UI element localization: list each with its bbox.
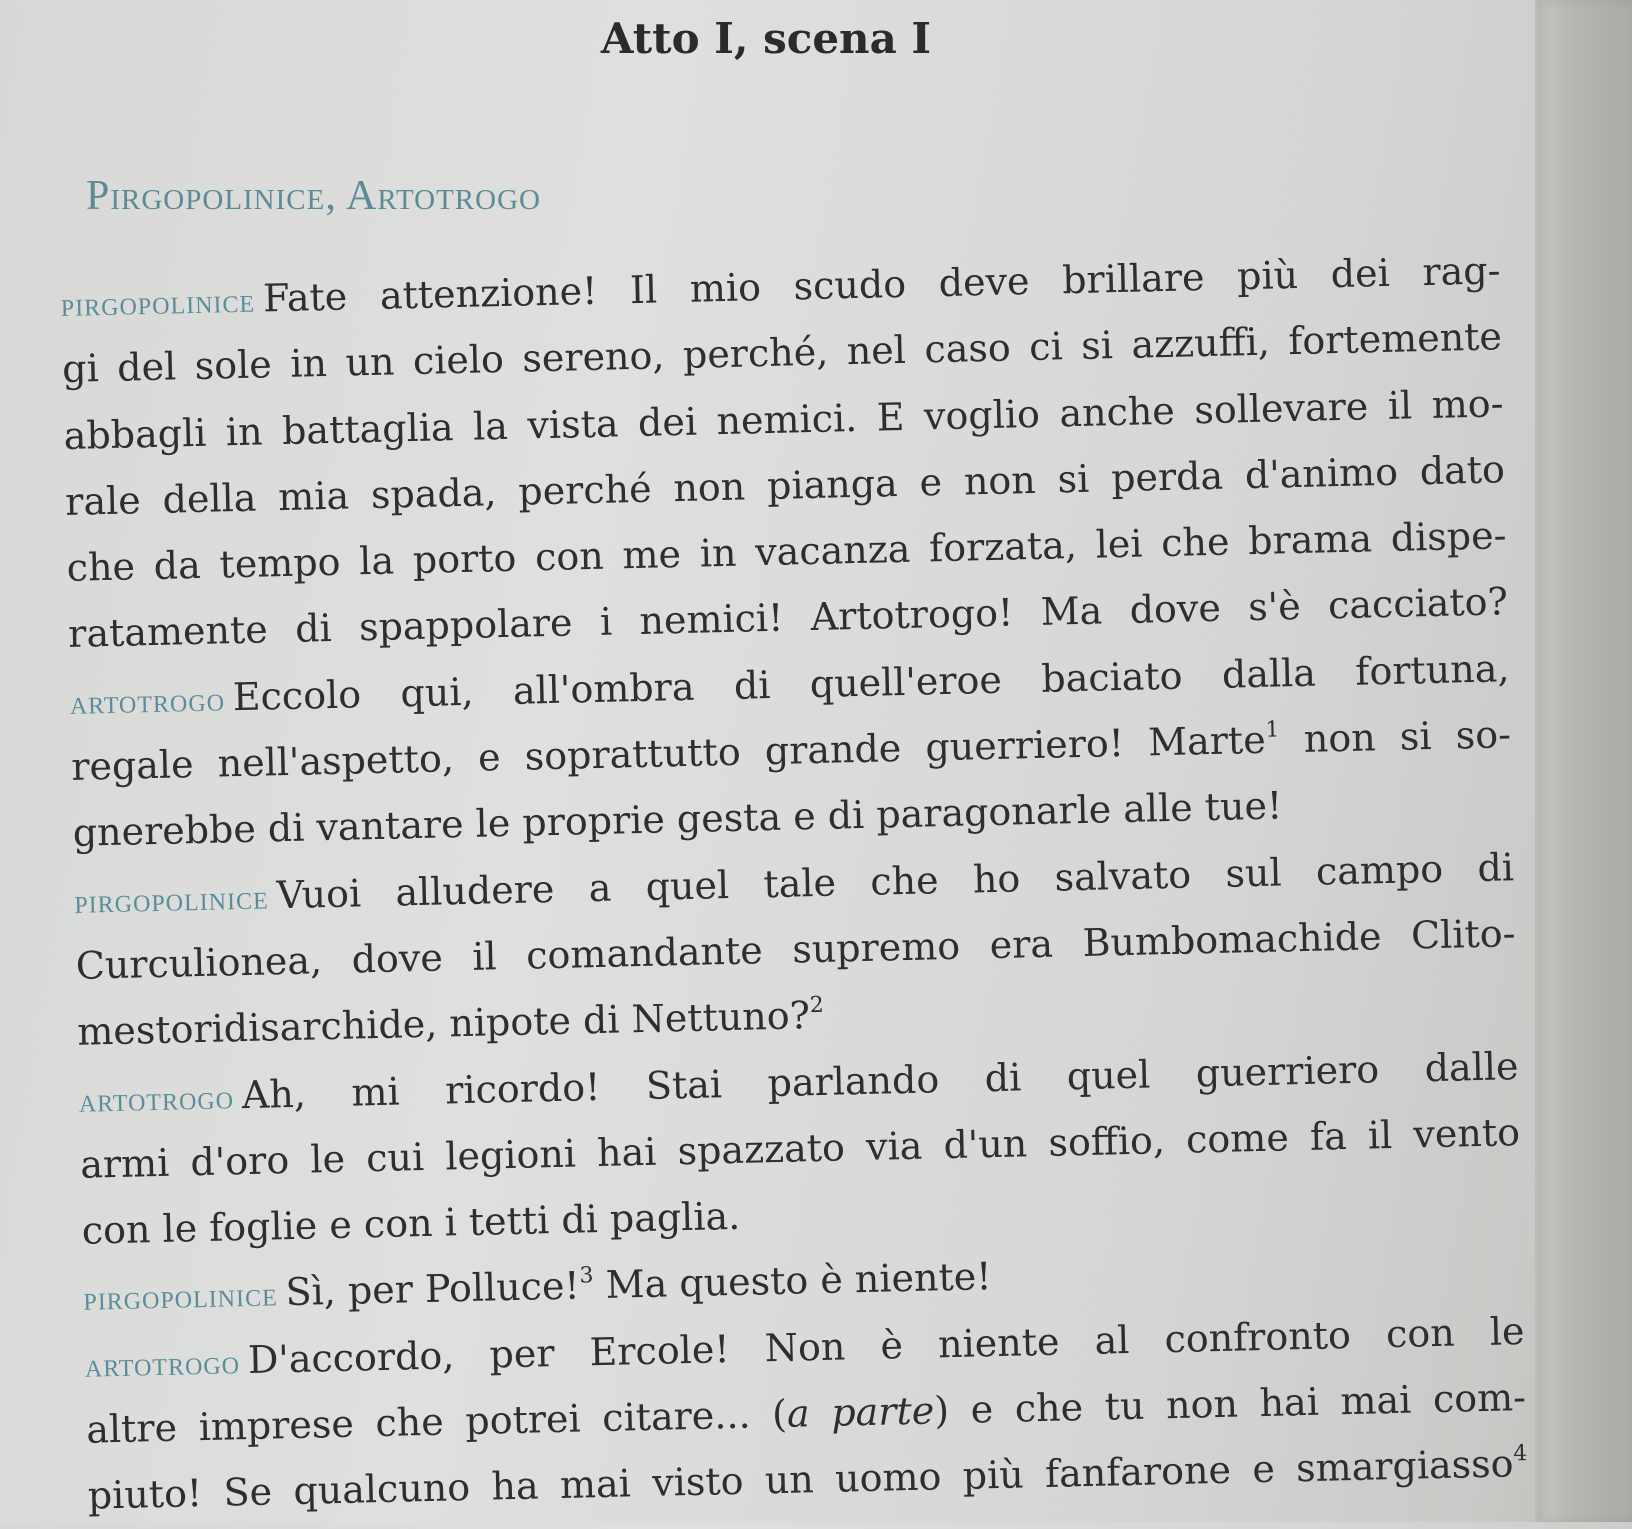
line-text: D'accordo, per Ercole! Non è niente al confronto con le — [247, 1308, 1525, 1382]
speaker-label: artotrogo — [69, 681, 226, 722]
speaker-label: pirgopolinice — [60, 282, 256, 324]
line-text: altre imprese che potrei citare... ( — [85, 1391, 788, 1452]
speaker-label: artotrogo — [84, 1343, 241, 1385]
speaker-label: artotrogo — [78, 1078, 235, 1120]
line-text: Vuoi alludere a quel tale che ho salvato sul campo di — [276, 844, 1515, 917]
speaker-label: pirgopolinice — [82, 1276, 279, 1319]
line-text: gnerebbe di vantare le proprie gesta e di paragonarle alle tue! — [72, 783, 1283, 856]
line-text: Fate attenzione! Il mio scudo deve brillare più dei rag- — [262, 248, 1501, 321]
footnote-marker: 2 — [809, 993, 825, 1019]
line-text: ) e che tu non hai mai com- — [933, 1375, 1527, 1433]
line-text: Ah, mi ricordo! Stai parlando di quel guerriero dalle — [241, 1043, 1519, 1117]
scene-title: Atto I, scena I — [600, 14, 932, 63]
stage-direction: a parte — [786, 1388, 935, 1436]
line-text: mestoridisarchide, nipote di Nettuno? — [76, 993, 811, 1055]
speaker-label: pirgopolinice — [73, 879, 270, 921]
line-text: armi d'oro le cui legioni hai spazzato via d'un soffio, come fa il vento — [79, 1109, 1521, 1187]
line-text: che da tempo la porto con me in vacanza forzata, lei che brama dispe- — [66, 513, 1507, 591]
line-text: regale nell'aspetto, e soprattutto grande guerriero! Marte — [70, 717, 1267, 789]
line-text: gi del sole in un cielo sereno, perché, nel caso ci si azzuffi, fortemente — [61, 314, 1503, 392]
line-text: Sì, per Polluce! — [285, 1263, 581, 1315]
footnote-marker: 4 — [1512, 1441, 1528, 1467]
line-text: piuto! Se qualcuno ha mai visto un uomo più fanfarone e smargiasso — [87, 1441, 1514, 1519]
footnote-marker: 3 — [579, 1263, 594, 1289]
footnote-marker: 1 — [1265, 717, 1280, 743]
line-text: con le foglie e con i tetti di paglia. — [81, 1193, 741, 1253]
next-page-edge — [1537, 0, 1632, 1522]
line-text: abbagli in battaglia la vista dei nemici. E voglio anche sollevare il mo- — [63, 380, 1504, 458]
line-text: Ma questo è niente! — [593, 1254, 992, 1308]
line-text: non si so- — [1279, 712, 1512, 762]
dialogue-text — [60, 237, 1528, 1529]
line-text: rale della mia spada, perché non pianga e non si perda d'animo dato — [64, 447, 1506, 524]
line-text: Curculionea, dove il comandante supremo era Bumbomachide Clito- — [75, 911, 1516, 988]
character-list: Pirgopolinice, Artotrogo — [86, 173, 541, 219]
line-text: Eccolo qui, all'ombra di quell'eroe baciato dalla fortuna, — [232, 646, 1510, 719]
line-text: ratamente di spappolare i nemici! Artotrogo! Ma dove s'è cacciato? — [67, 579, 1509, 657]
